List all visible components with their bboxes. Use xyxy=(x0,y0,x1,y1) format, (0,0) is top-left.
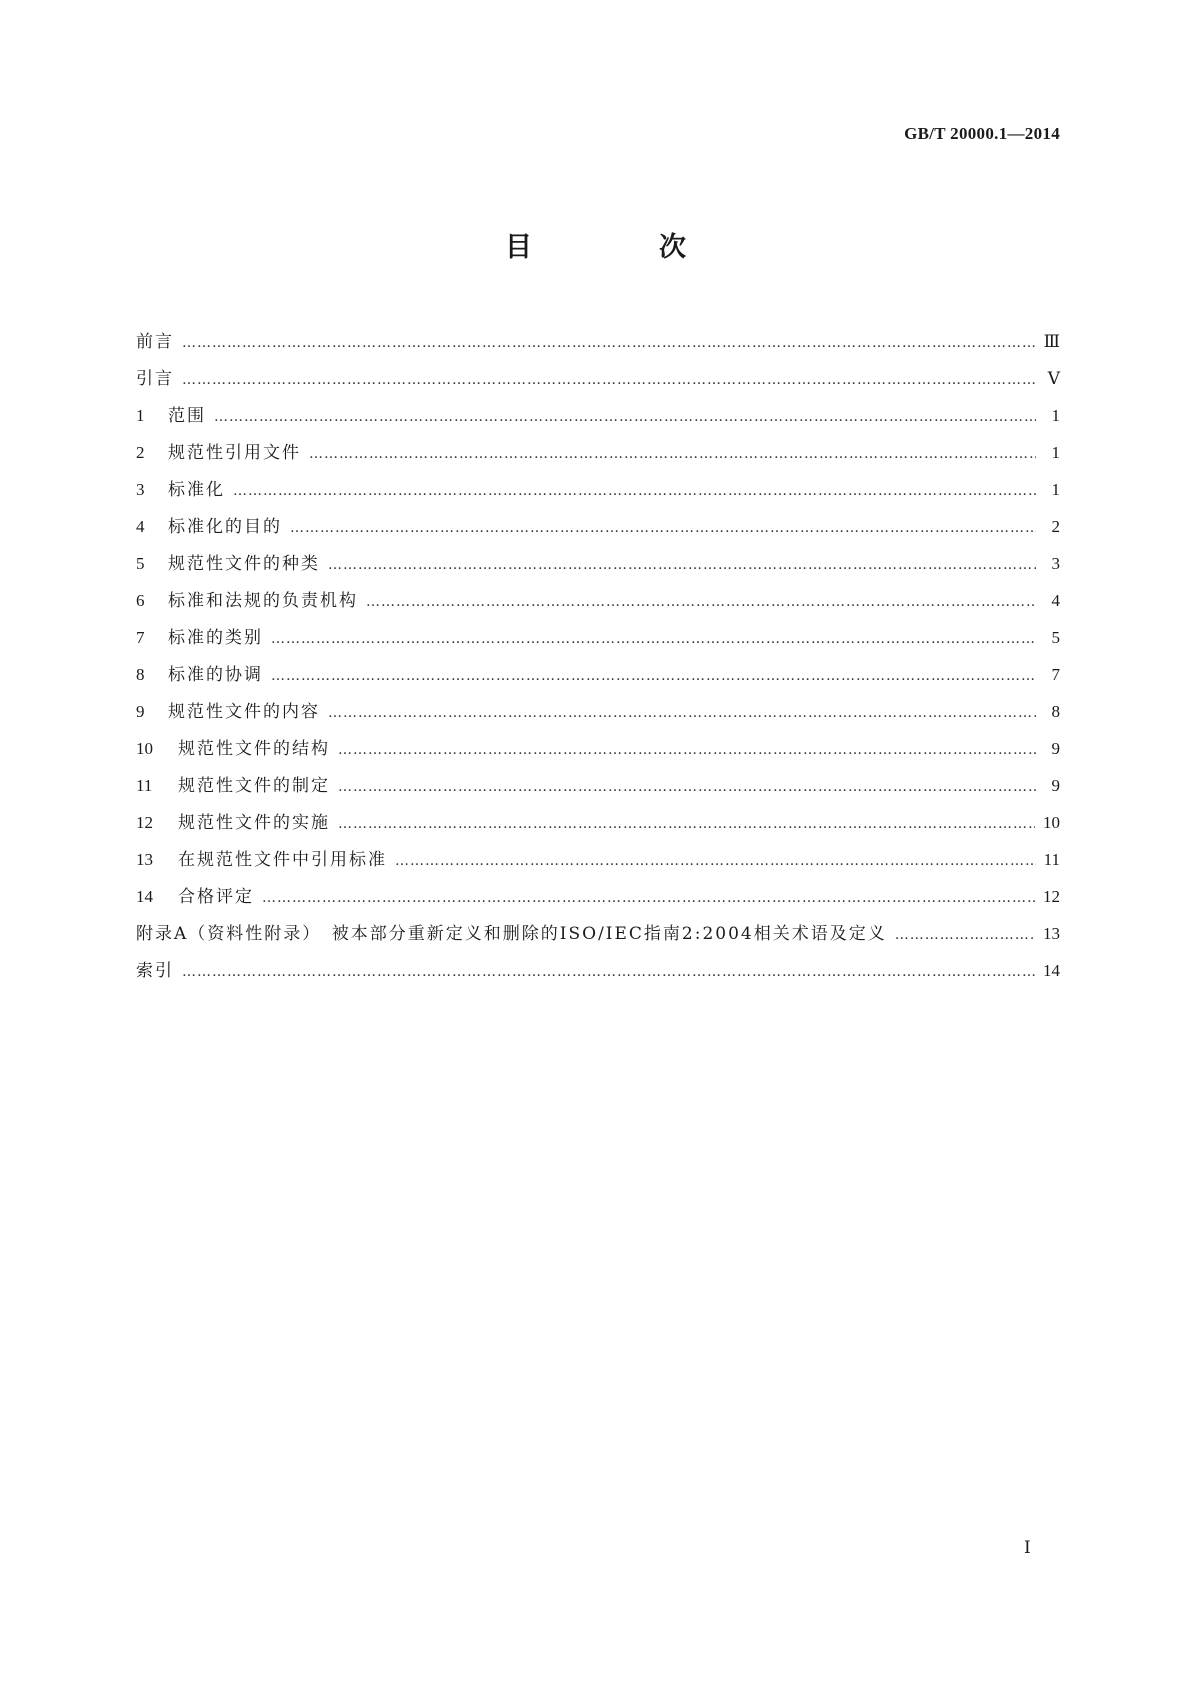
toc-dot-leader xyxy=(214,399,1036,436)
toc-entry-page: Ⅴ xyxy=(1047,369,1060,388)
toc-entry-label: 前言 xyxy=(136,332,174,352)
toc-dot-leader xyxy=(290,510,1036,547)
toc-entry[interactable] xyxy=(136,434,1060,471)
toc-entry-label: 规范性文件的制定 xyxy=(178,776,330,796)
toc-entry-label: 标准和法规的负责机构 xyxy=(168,591,358,611)
toc-entry-number: 8 xyxy=(136,665,145,684)
standard-code: GB/T 20000.1—2014 xyxy=(904,124,1060,143)
toc-entry-label: 引言 xyxy=(136,369,174,389)
toc-entry-label: 标准化 xyxy=(168,480,225,500)
toc-dot-leader xyxy=(338,732,1036,769)
toc-entry[interactable] xyxy=(136,582,1060,619)
toc-entry-number: 2 xyxy=(136,443,145,462)
toc-entry-number: 12 xyxy=(136,813,153,832)
toc-entry-label: 标准的类别 xyxy=(168,628,263,648)
toc-entry-page: 1 xyxy=(1051,480,1060,499)
table-of-contents xyxy=(136,323,1060,989)
toc-entry-page: 9 xyxy=(1051,739,1060,758)
toc-entry-number: 13 xyxy=(136,850,153,869)
toc-dot-leader xyxy=(309,436,1036,473)
toc-entry[interactable] xyxy=(136,952,1060,989)
toc-entry[interactable] xyxy=(136,471,1060,508)
toc-dot-leader xyxy=(328,695,1036,732)
toc-entry-label: 索引 xyxy=(136,961,174,981)
toc-entry-label: 范围 xyxy=(168,406,206,426)
toc-entry-number: 9 xyxy=(136,702,145,721)
toc-entry-page: Ⅲ xyxy=(1043,332,1060,351)
toc-entry-number: 14 xyxy=(136,887,153,906)
toc-entry[interactable] xyxy=(136,360,1060,397)
toc-entry[interactable] xyxy=(136,545,1060,582)
toc-entry-label: 规范性引用文件 xyxy=(168,443,301,463)
toc-entry-number: 11 xyxy=(136,776,153,795)
toc-entry[interactable] xyxy=(136,878,1060,915)
toc-entry-page: 1 xyxy=(1051,443,1060,462)
toc-entry[interactable] xyxy=(136,656,1060,693)
toc-entry-label: 合格评定 xyxy=(178,887,254,907)
toc-dot-leader xyxy=(328,547,1036,584)
page-number: Ⅰ xyxy=(1024,1538,1031,1557)
toc-dot-leader xyxy=(338,806,1035,843)
toc-dot-leader xyxy=(182,325,1036,362)
toc-dot-leader xyxy=(271,621,1036,658)
toc-entry-page: 1 xyxy=(1051,406,1060,425)
toc-entry[interactable] xyxy=(136,323,1060,360)
toc-entry-page: 13 xyxy=(1043,924,1060,943)
toc-dot-leader xyxy=(366,584,1036,621)
toc-entry[interactable] xyxy=(136,767,1060,804)
toc-entry[interactable] xyxy=(136,841,1060,878)
toc-entry[interactable] xyxy=(136,915,1060,952)
toc-entry-page: 8 xyxy=(1051,702,1060,721)
toc-entry-page: 10 xyxy=(1043,813,1060,832)
toc-entry-page: 11 xyxy=(1043,850,1060,869)
toc-dot-leader xyxy=(338,769,1036,806)
toc-entry-number: 1 xyxy=(136,406,145,425)
toc-entry-number: 7 xyxy=(136,628,145,647)
toc-entry-label: 附录A（资料性附录） 被本部分重新定义和删除的ISO/IEC指南2:2004相关术语及定义 xyxy=(136,924,887,944)
toc-entry-number: 6 xyxy=(136,591,145,610)
toc-dot-leader xyxy=(262,880,1035,917)
toc-dot-leader xyxy=(395,843,1036,880)
toc-entry-label: 规范性文件的种类 xyxy=(168,554,320,574)
toc-entry-page: 2 xyxy=(1051,517,1060,536)
toc-entry-number: 3 xyxy=(136,480,145,499)
toc-entry-label: 在规范性文件中引用标准 xyxy=(178,850,387,870)
toc-entry-page: 14 xyxy=(1043,961,1060,980)
toc-entry-label: 规范性文件的实施 xyxy=(178,813,330,833)
toc-entry[interactable] xyxy=(136,619,1060,656)
toc-dot-leader xyxy=(271,658,1036,695)
toc-entry-page: 4 xyxy=(1051,591,1060,610)
toc-entry-number: 10 xyxy=(136,739,153,758)
toc-dot-leader xyxy=(895,917,1035,954)
toc-entry[interactable] xyxy=(136,730,1060,767)
page-title: 目 次 xyxy=(505,232,736,263)
toc-entry-page: 3 xyxy=(1051,554,1060,573)
toc-entry-label: 规范性文件的内容 xyxy=(168,702,320,722)
toc-entry-page: 5 xyxy=(1051,628,1060,647)
toc-entry-number: 4 xyxy=(136,517,145,536)
toc-entry-number: 5 xyxy=(136,554,145,573)
toc-entry[interactable] xyxy=(136,804,1060,841)
toc-entry[interactable] xyxy=(136,693,1060,730)
toc-entry-page: 7 xyxy=(1051,665,1060,684)
toc-entry-label: 标准化的目的 xyxy=(168,517,282,537)
toc-entry-label: 规范性文件的结构 xyxy=(178,739,330,759)
toc-dot-leader xyxy=(182,954,1035,991)
toc-entry-label: 标准的协调 xyxy=(168,665,263,685)
toc-entry-page: 12 xyxy=(1043,887,1060,906)
toc-entry[interactable] xyxy=(136,508,1060,545)
toc-entry[interactable] xyxy=(136,397,1060,434)
toc-dot-leader xyxy=(182,362,1036,399)
toc-dot-leader xyxy=(233,473,1036,510)
toc-entry-page: 9 xyxy=(1051,776,1060,795)
